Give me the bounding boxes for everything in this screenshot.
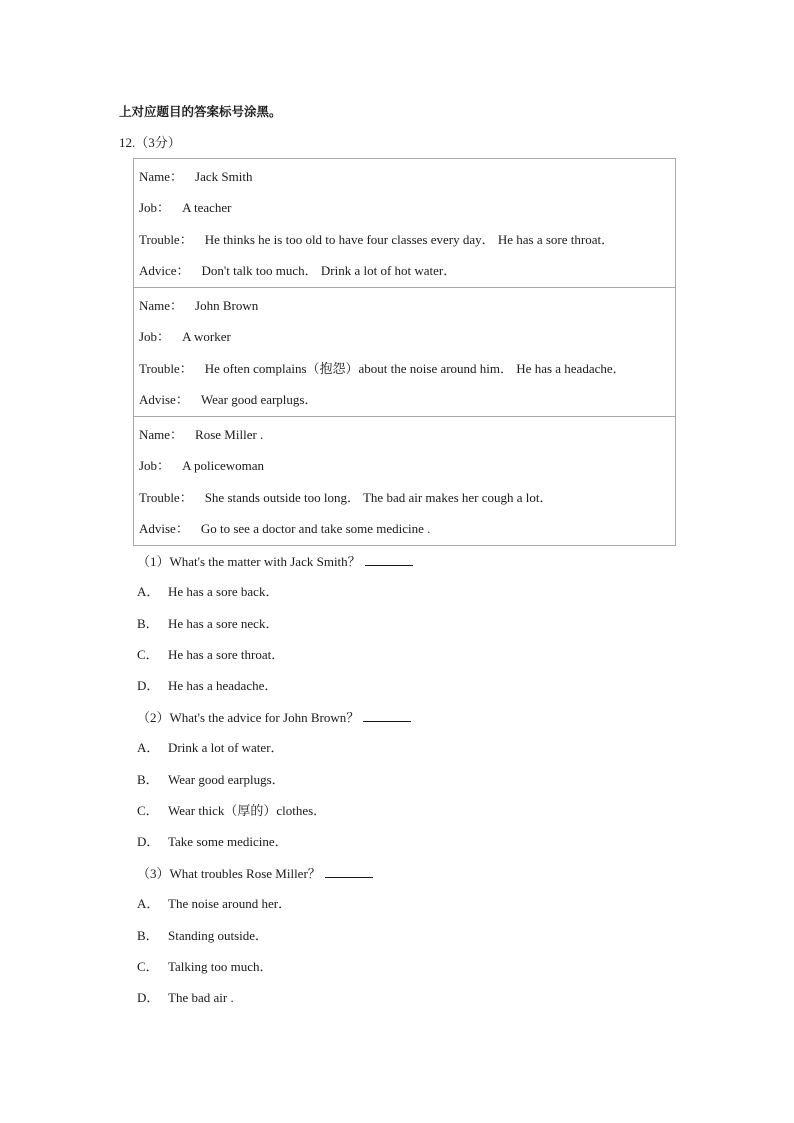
person-cell (134, 288, 676, 417)
trouble-label: Trouble： (139, 489, 193, 505)
advice-value: Go to see a doctor and take some medicine . (200, 520, 431, 536)
option-item[interactable] (137, 896, 291, 912)
name-line (139, 417, 670, 448)
option-text: Take some medicine． (168, 834, 288, 849)
trouble-line (139, 480, 670, 511)
job-line (139, 319, 670, 350)
option-item[interactable] (137, 990, 234, 1006)
option-text: He has a sore back． (168, 584, 279, 599)
trouble-value: He often complains（抱怨）about the noise around him． He has a headache． (204, 360, 626, 376)
table-row (134, 159, 676, 288)
trouble-line (139, 222, 670, 253)
table-row (134, 288, 676, 417)
option-text: He has a sore throat． (168, 647, 285, 662)
job-value: A policewoman (182, 458, 265, 474)
info-table (133, 158, 676, 546)
option-text: The bad air . (168, 990, 234, 1005)
job-label: Job： (139, 200, 171, 216)
option-letter: A． (137, 896, 160, 911)
option-letter: C． (137, 803, 159, 818)
trouble-line (139, 351, 670, 382)
job-value: A teacher (182, 200, 232, 216)
option-item[interactable] (137, 584, 278, 600)
trouble-value: She stands outside too long． The bad air makes her cough a lot． (204, 489, 553, 505)
option-letter: C． (137, 959, 159, 974)
name-label: Name： (139, 169, 184, 184)
option-text: Drink a lot of water． (168, 740, 284, 755)
option-letter: A． (137, 584, 160, 599)
name-value: John Brown (195, 298, 259, 313)
name-line (139, 159, 670, 190)
person-cell (134, 159, 676, 288)
option-item[interactable] (137, 834, 288, 850)
option-item[interactable] (137, 928, 268, 944)
advice-label: Advise： (139, 391, 189, 407)
advice-line (139, 253, 670, 284)
advice-line (139, 382, 670, 413)
job-label: Job： (139, 458, 171, 474)
answer-blank[interactable] (365, 553, 413, 566)
instruction-text: 上对应题目的答案标号涂黑。 (119, 104, 282, 119)
option-letter: B． (137, 616, 159, 631)
name-label: Name： (139, 298, 184, 313)
name-label: Name： (139, 427, 184, 442)
person-cell (134, 417, 676, 546)
subquestion-3-prompt: （3）What troubles Rose Miller？ (137, 865, 373, 882)
job-line (139, 448, 670, 479)
option-letter: D． (137, 990, 160, 1005)
subquestion-2-prompt: （2）What's the advice for John Brown？ (137, 709, 411, 726)
option-letter: B． (137, 928, 159, 943)
question-header: 12.（3分） (119, 135, 181, 150)
option-text: Talking too much． (168, 959, 273, 974)
option-item[interactable] (137, 616, 278, 632)
option-text: The noise around her． (168, 896, 292, 911)
advice-line (139, 511, 670, 542)
name-value: Jack Smith (195, 169, 253, 184)
option-item[interactable] (137, 803, 326, 819)
option-text: He has a headache． (168, 678, 278, 693)
advice-label: Advise： (139, 520, 189, 536)
option-letter: A． (137, 740, 160, 755)
option-text: Wear good earplugs． (168, 772, 285, 787)
advice-value: Don't talk too much． Drink a lot of hot water． (201, 262, 457, 278)
option-text: Wear thick（厚的）clothes． (168, 803, 327, 818)
option-item[interactable] (137, 959, 273, 975)
option-letter: D． (137, 834, 160, 849)
trouble-label: Trouble： (139, 231, 193, 247)
name-line (139, 288, 670, 319)
option-text: Standing outside． (168, 928, 269, 943)
job-value: A worker (182, 329, 231, 345)
option-item[interactable] (137, 772, 285, 788)
option-item[interactable] (137, 647, 284, 663)
trouble-label: Trouble： (139, 360, 193, 376)
advice-label: Advice： (139, 262, 190, 278)
subquestion-1-prompt: （1）What's the matter with Jack Smith？ (137, 553, 413, 570)
option-letter: B． (137, 772, 159, 787)
option-item[interactable] (137, 678, 277, 694)
name-value: Rose Miller . (195, 427, 264, 442)
trouble-value: He thinks he is too old to have four classes every day． He has a sore throat． (204, 231, 615, 247)
advice-value: Wear good earplugs． (200, 391, 318, 407)
table-row (134, 417, 676, 546)
option-item[interactable] (137, 740, 284, 756)
option-text: He has a sore neck． (168, 616, 279, 631)
option-letter: D． (137, 678, 160, 693)
answer-blank[interactable] (325, 865, 373, 878)
option-letter: C． (137, 647, 159, 662)
answer-blank[interactable] (363, 709, 411, 722)
job-line (139, 190, 670, 221)
job-label: Job： (139, 329, 171, 345)
